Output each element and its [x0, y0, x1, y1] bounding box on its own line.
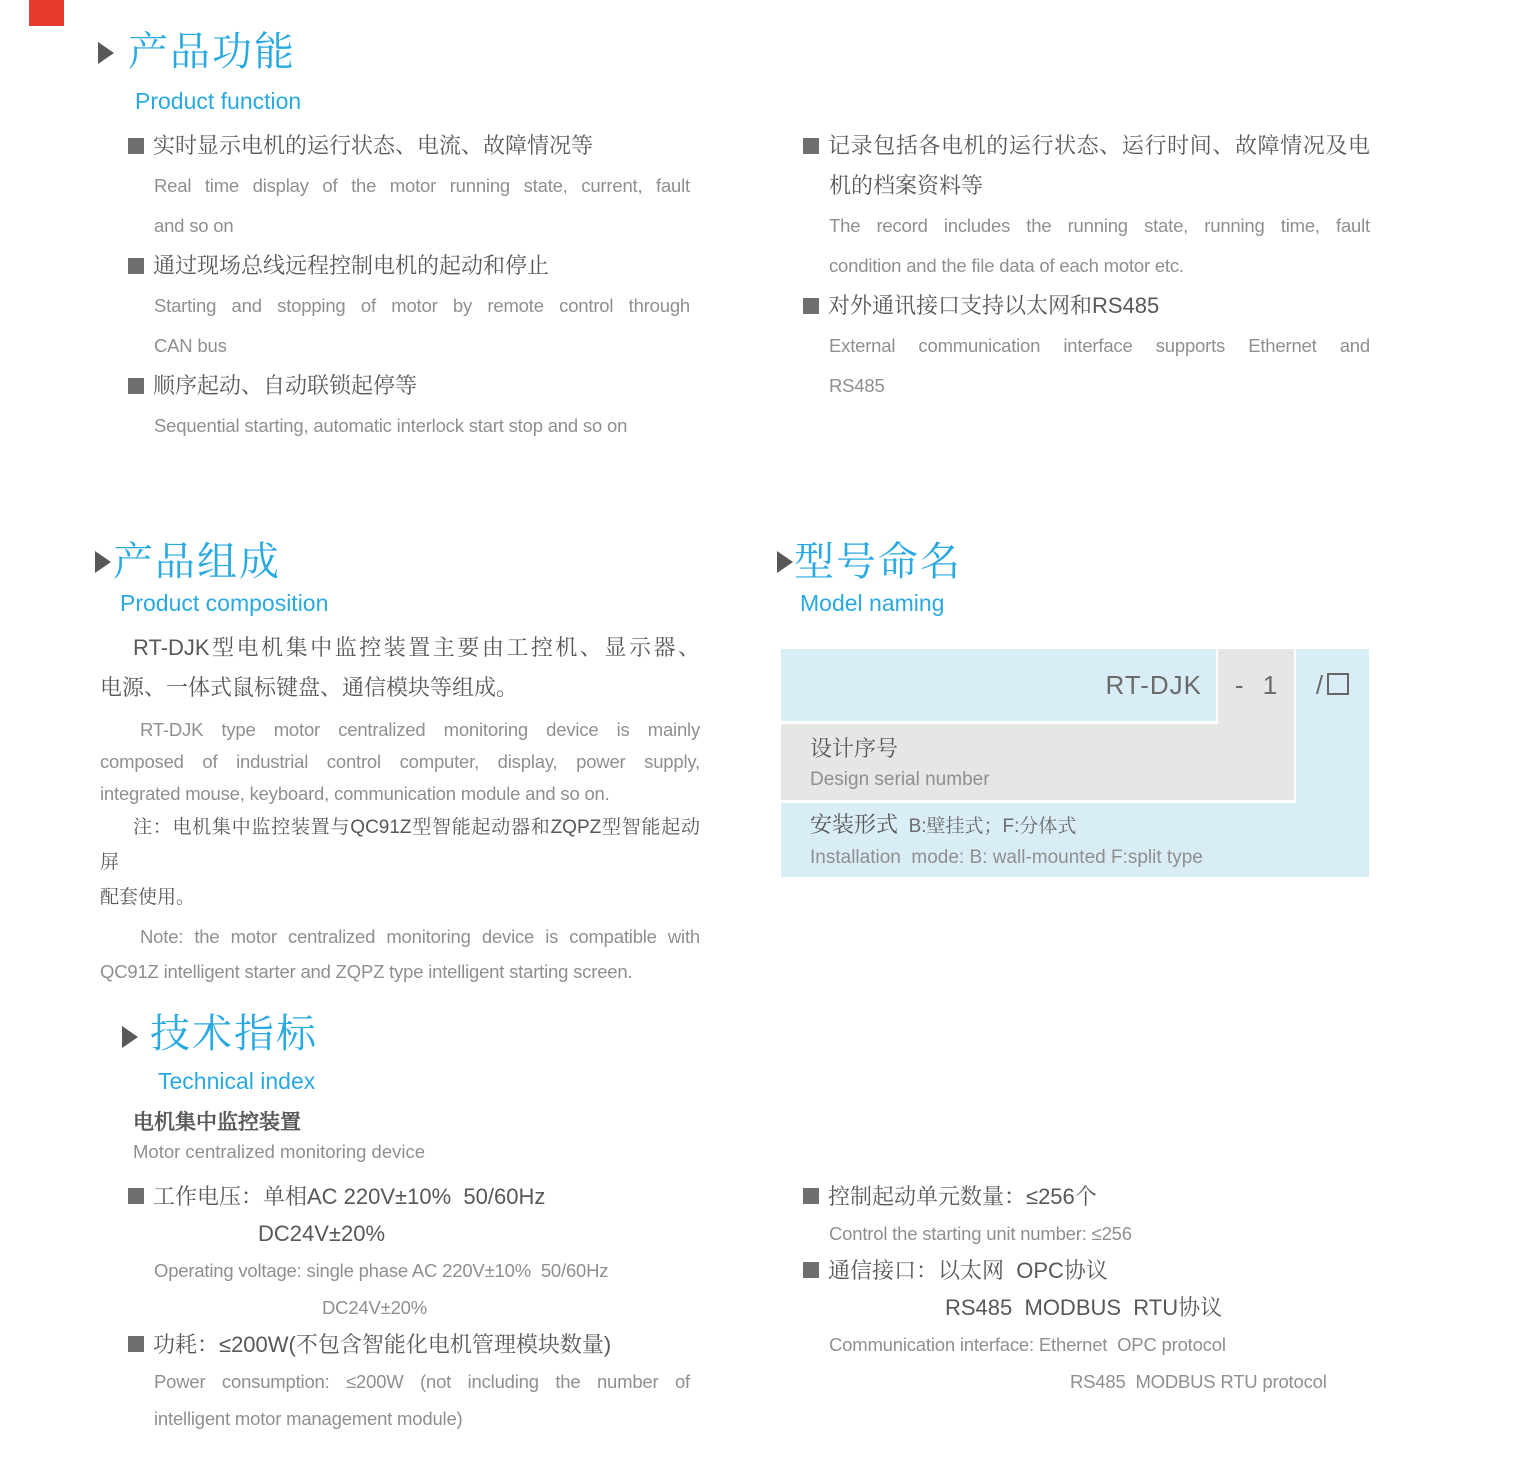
- section-title-composition-zh: 产品组成: [113, 540, 281, 584]
- model-naming-diagram: [781, 649, 1369, 877]
- spec-en: RS485 MODBUS RTU protocol: [1070, 1371, 1327, 1392]
- section-title-function-zh: 产品功能: [128, 30, 296, 74]
- section-title-technical-en: Technical index: [158, 1068, 316, 1094]
- bullet-square-icon: [128, 138, 144, 154]
- list-item: [128, 246, 690, 286]
- spec-en: Communication interface: Ethernet OPC protocol: [829, 1334, 1226, 1355]
- bullet-square-icon: [803, 1262, 819, 1278]
- section-title-composition-en: Product composition: [120, 590, 329, 616]
- installation-mode-row: [781, 803, 1369, 877]
- model-suffix-placeholder-box: [1327, 673, 1349, 695]
- technical-list-right: [803, 1178, 1370, 1400]
- device-subtitle: [133, 1108, 425, 1166]
- composition-paragraph-zh: RT-DJK型电机集中监控装置主要由工控机、显示器、: [133, 635, 700, 660]
- bullet-square-icon: [803, 1188, 819, 1204]
- section-title-function-en: Product function: [135, 88, 302, 114]
- section-arrow-icon: [98, 42, 114, 64]
- bullet-square-icon: [128, 378, 144, 394]
- list-item: [803, 1178, 1370, 1215]
- list-item: [128, 126, 690, 166]
- composition-paragraph-en: integrated mouse, keyboard, communication module and so on.: [100, 783, 610, 804]
- spec-zh: 功耗：≤200W(不包含智能化电机管理模块数量): [153, 1332, 612, 1357]
- model-base-cell: [781, 649, 1216, 721]
- section-arrow-icon: [95, 551, 111, 573]
- device-name-en: Motor centralized monitoring device: [133, 1141, 426, 1162]
- composition-paragraph-en: composed of industrial control computer, display, power supply,: [100, 751, 700, 772]
- composition-note-zh: 配套使用。: [100, 887, 196, 908]
- composition-note-en: QC91Z intelligent starter and ZQPZ type intelligent starting screen.: [100, 961, 633, 982]
- model-suffix-slash: /: [1315, 670, 1324, 700]
- list-item: [803, 1252, 1370, 1289]
- installation-mode-desc: [898, 816, 909, 837]
- feature-zh: 对外通讯接口支持以太网和RS485: [828, 293, 1160, 318]
- feature-en: RS485: [829, 375, 885, 396]
- spec-zh: 控制起动单元数量：≤256个: [828, 1184, 1097, 1209]
- feature-en: External communication interface supports Ethernet and: [829, 335, 1370, 356]
- design-serial-zh: 设计序号: [810, 736, 899, 761]
- feature-en: condition and the file data of each motor etc.: [829, 255, 1184, 276]
- list-item: [803, 286, 1370, 326]
- spec-zh: 通信接口：以太网 OPC协议: [828, 1258, 1108, 1283]
- feature-en: Sequential starting, automatic interlock start stop and so on: [154, 415, 628, 436]
- section-title-naming-en: Model naming: [800, 590, 945, 616]
- list-item: [128, 1326, 690, 1363]
- spec-en: DC24V±20%: [322, 1297, 428, 1318]
- list-item: [128, 366, 690, 406]
- list-item: [803, 126, 1370, 166]
- feature-en: The record includes the running state, running time, fault: [829, 215, 1370, 236]
- design-serial-en: Design serial number: [810, 769, 990, 790]
- feature-en: Starting and stopping of motor by remote control through: [154, 295, 690, 316]
- composition-paragraph-zh: 电源、一体式鼠标键盘、通信模块等组成。: [100, 675, 519, 700]
- design-serial-row: [781, 724, 1294, 800]
- feature-zh: 通过现场总线远程控制电机的起动和停止: [153, 253, 550, 278]
- spec-en: Power consumption: ≤200W (not including the number of: [154, 1371, 690, 1392]
- bullet-square-icon: [128, 1336, 144, 1352]
- composition-note-zh: 注：电机集中监控装置与QC91Z型智能起动器和ZQPZ型智能起动屏: [100, 817, 700, 873]
- feature-en: CAN bus: [154, 335, 227, 356]
- spec-en: intelligent motor management module): [154, 1408, 463, 1429]
- feature-zh: 实时显示电机的运行状态、电流、故障情况等: [153, 133, 594, 158]
- section-title-naming-zh: 型号命名: [794, 540, 962, 584]
- composition-paragraph-en: RT-DJK type motor centralized monitoring device is mainly: [140, 719, 700, 740]
- composition-body: [100, 628, 700, 989]
- bullet-square-icon: [803, 298, 819, 314]
- composition-note-en: Note: the motor centralized monitoring device is compatible with: [140, 926, 700, 947]
- function-list-right: [803, 126, 1370, 406]
- feature-zh: 机的档案资料等: [829, 173, 984, 198]
- section-arrow-icon: [777, 551, 793, 573]
- model-suffix-code: [1296, 649, 1369, 721]
- bullet-square-icon: [128, 258, 144, 274]
- model-base-code: RT-DJK: [1105, 670, 1202, 700]
- installation-mode-options: B:壁挂式；F:分体式: [908, 816, 1077, 837]
- section-title-technical-zh: 技术指标: [150, 1012, 318, 1056]
- model-serial-code: - 1: [1234, 670, 1278, 700]
- installation-mode-label: 安装形式: [810, 812, 899, 837]
- feature-en: Real time display of the motor running state, current, fault: [154, 175, 690, 196]
- section-arrow-icon: [122, 1026, 138, 1048]
- page-corner-marker: [29, 0, 64, 26]
- spec-zh: 工作电压：单相AC 220V±10% 50/60Hz: [153, 1184, 546, 1209]
- feature-en: and so on: [154, 215, 234, 236]
- bullet-square-icon: [803, 138, 819, 154]
- installation-mode-en: Installation mode: B: wall-mounted F:split type: [810, 847, 1203, 868]
- feature-zh: 记录包括各电机的运行状态、运行时间、故障情况及电: [828, 133, 1370, 158]
- function-list-left: [128, 126, 690, 446]
- spec-zh: RS485 MODBUS RTU协议: [945, 1295, 1223, 1320]
- feature-zh: 顺序起动、自动联锁起停等: [153, 373, 418, 398]
- spec-en: Control the starting unit number: ≤256: [829, 1223, 1132, 1244]
- device-name-zh: 电机集中监控装置: [133, 1111, 301, 1134]
- spec-en: Operating voltage: single phase AC 220V±10% 50/60Hz: [154, 1260, 609, 1281]
- spec-zh: DC24V±20%: [258, 1221, 386, 1246]
- installation-mode-zh: [810, 809, 1369, 843]
- technical-list-left: [128, 1178, 690, 1437]
- list-item: [128, 1178, 690, 1215]
- bullet-square-icon: [128, 1188, 144, 1204]
